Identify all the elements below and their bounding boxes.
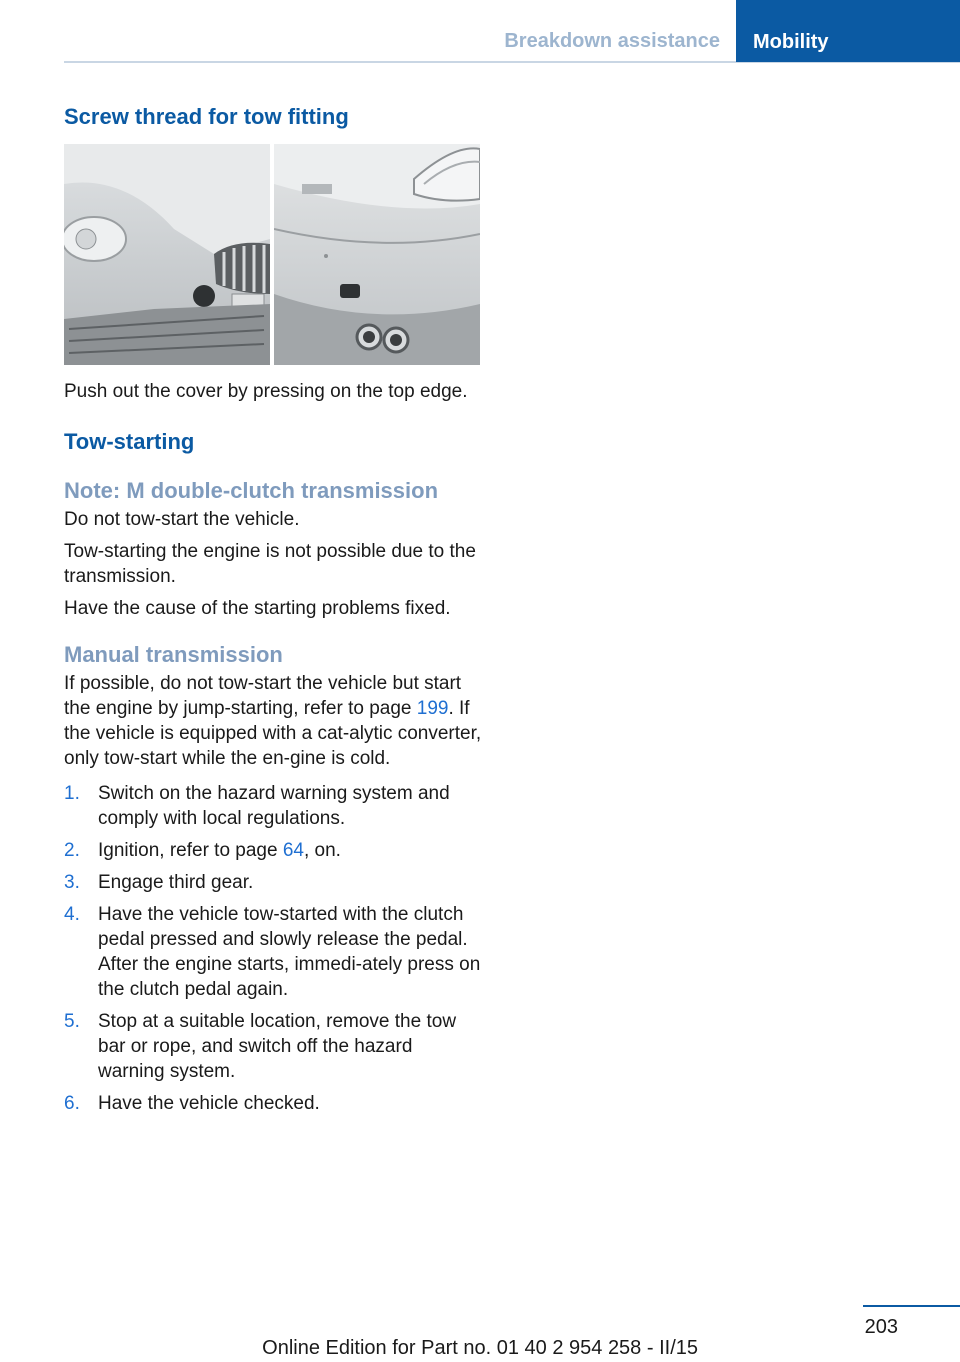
step-text: Engage third gear. <box>98 872 254 893</box>
list-item <box>64 781 484 831</box>
step-text <box>98 838 484 863</box>
step-text: Have the vehicle checked. <box>98 1093 320 1114</box>
page-link-64[interactable]: 64 <box>282 840 304 861</box>
step-number: 1. <box>64 783 80 804</box>
list-item <box>64 1009 484 1084</box>
section-tab[interactable]: Mobility <box>736 0 960 62</box>
manual-transmission-heading: Manual transmission <box>64 642 283 667</box>
step-text-part: Ignition, refer to page <box>98 840 283 861</box>
step-text: Stop at a suitable location, remove the tow bar or rope, and switch off the hazard warning system. <box>98 1011 457 1082</box>
step-text: Have the vehicle tow-started with the clutch pedal pressed and slowly release the pedal. After the engine starts, immedi-ately press on the clutch pedal again. <box>98 904 481 1000</box>
tow-fitting-figure <box>64 144 480 365</box>
front-bumper-illustration <box>64 144 270 365</box>
tow-start-steps <box>64 781 484 1116</box>
step-number: 3. <box>64 872 80 893</box>
step-number: 6. <box>64 1093 80 1114</box>
front-bumper-photo <box>64 144 270 365</box>
step-number: 2. <box>64 840 80 861</box>
list-item <box>64 838 484 863</box>
footer-rule <box>863 1305 960 1307</box>
list-item <box>64 1091 484 1116</box>
section-title-tow-starting: Tow-starting <box>64 429 195 454</box>
note-line: Have the cause of the starting problems fixed. <box>64 598 451 619</box>
breadcrumb[interactable]: Breakdown assistance <box>504 30 720 52</box>
step-text: Switch on the hazard warning system and comply with local regulations. <box>98 783 450 829</box>
page-number: 203 <box>864 1316 898 1338</box>
list-item <box>64 902 484 1002</box>
rear-bumper-photo <box>274 144 480 365</box>
manual-transmission-intro <box>64 671 484 771</box>
note-line: Do not tow-start the vehicle. <box>64 509 300 530</box>
tow-fitting-instruction: Push out the cover by pressing on the top edge. <box>64 381 468 402</box>
note-heading: Note: M double-clutch transmission <box>64 478 439 503</box>
page-link-199[interactable]: 199 <box>416 698 449 719</box>
rear-bumper-illustration <box>274 144 480 365</box>
edition-note: Online Edition for Part no. 01 40 2 954 258 - II/15 <box>262 1337 698 1359</box>
step-number: 4. <box>64 904 80 925</box>
section-title-tow-fitting: Screw thread for tow fitting <box>64 104 349 129</box>
note-line: Tow-starting the engine is not possible due to the transmission. <box>64 541 476 587</box>
intro-text: If possible, do not tow-start the vehicle but start the engine by jump-starting, refer to page <box>64 673 462 719</box>
content-column <box>64 100 484 1123</box>
list-item <box>64 870 484 895</box>
step-number: 5. <box>64 1011 80 1032</box>
intro-text: . If the vehicle is equipped with a cat-alytic converter, only tow-start while the en-gine is cold. <box>64 698 482 769</box>
step-text-part: , on. <box>303 840 341 861</box>
